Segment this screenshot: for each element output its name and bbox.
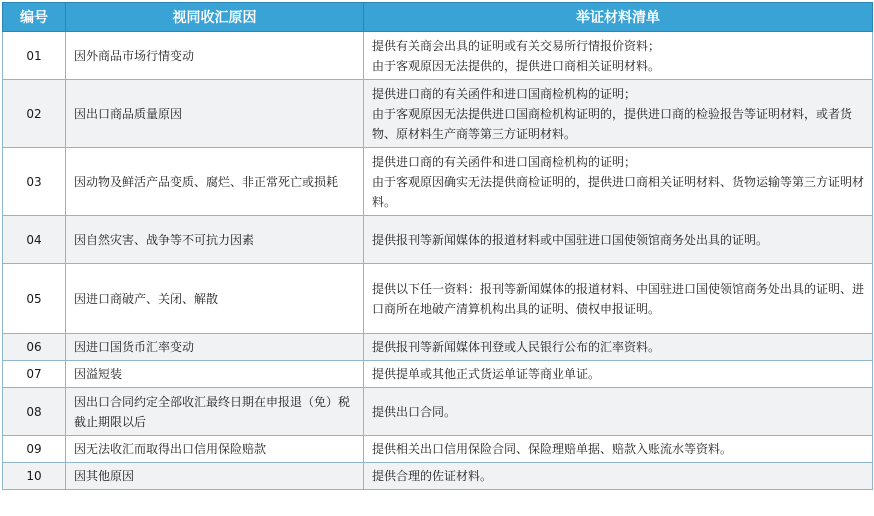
- row-reason: 因外商品市场行情变动: [66, 32, 364, 80]
- material-line: 提供以下任一资料：报刊等新闻媒体的报道材料、中国驻进口国使领馆商务处出具的证明、进口商所在地破产清算机构出具的证明、债权申报证明。: [372, 281, 865, 316]
- table-row: [3, 216, 873, 264]
- table-row: [3, 388, 873, 436]
- row-materials: [364, 436, 873, 463]
- table-row: [3, 463, 873, 490]
- material-line: 由于客观原因无法提供进口国商检机构证明的，提供进口商的检验报告等证明材料，或者货物、原材料生产商等第三方证明材料。: [372, 106, 853, 141]
- header-materials: 举证材料清单: [364, 3, 873, 32]
- row-reason: 因动物及鲜活产品变质、腐烂、非正常死亡或损耗: [66, 148, 364, 216]
- table-row: [3, 264, 873, 334]
- material-line: 提供出口合同。: [372, 404, 457, 419]
- header-number: 编号: [3, 3, 66, 32]
- table-row: [3, 148, 873, 216]
- row-number: 10: [3, 463, 66, 490]
- row-reason: 因进口商破产、关闭、解散: [66, 264, 364, 334]
- material-line: 由于客观原因确实无法提供商检证明的，提供进口商相关证明材料、货物运输等第三方证明材料。: [372, 174, 865, 209]
- row-number: 09: [3, 436, 66, 463]
- row-materials: [364, 32, 873, 80]
- table-row: [3, 334, 873, 361]
- table-row: [3, 436, 873, 463]
- row-materials: [364, 264, 873, 334]
- material-line: 提供进口商的有关函件和进口国商检机构的证明；: [372, 154, 637, 169]
- row-reason: 因出口商品质量原因: [66, 80, 364, 148]
- material-line: 提供相关出口信用保险合同、保险理赔单据、赔款入账流水等资料。: [372, 442, 733, 456]
- row-reason: 因出口合同约定全部收汇最终日期在申报退（免）税截止期限以后: [66, 388, 364, 436]
- evidence-table: [2, 2, 873, 490]
- row-reason: 因其他原因: [66, 463, 364, 490]
- row-reason: 因溢短装: [66, 361, 364, 388]
- row-number: 05: [3, 264, 66, 334]
- row-number: 02: [3, 80, 66, 148]
- table-header-row: [3, 3, 873, 32]
- table-row: [3, 80, 873, 148]
- row-materials: [364, 463, 873, 490]
- header-reason: 视同收汇原因: [66, 3, 364, 32]
- material-line: 提供报刊等新闻媒体刊登或人民银行公布的汇率资料。: [372, 340, 661, 354]
- row-materials: [364, 80, 873, 148]
- row-reason: 因进口国货币汇率变动: [66, 334, 364, 361]
- material-line: 由于客观原因无法提供的，提供进口商相关证明材料。: [372, 58, 661, 73]
- material-line: 提供合理的佐证材料。: [372, 469, 493, 483]
- row-materials: [364, 361, 873, 388]
- row-reason: 因自然灾害、战争等不可抗力因素: [66, 216, 364, 264]
- row-number: 01: [3, 32, 66, 80]
- row-reason: 因无法收汇而取得出口信用保险赔款: [66, 436, 364, 463]
- row-materials: [364, 334, 873, 361]
- row-materials: [364, 216, 873, 264]
- row-number: 04: [3, 216, 66, 264]
- row-materials: [364, 148, 873, 216]
- material-line: 提供进口商的有关函件和进口国商检机构的证明；: [372, 86, 637, 101]
- table-row: [3, 361, 873, 388]
- row-number: 07: [3, 361, 66, 388]
- row-materials: [364, 388, 873, 436]
- material-line: 提供提单或其他正式货运单证等商业单证。: [372, 367, 601, 381]
- table-row: [3, 32, 873, 80]
- material-line: 提供有关商会出具的证明或有关交易所行情报价资料；: [372, 38, 661, 53]
- row-number: 08: [3, 388, 66, 436]
- row-number: 06: [3, 334, 66, 361]
- row-number: 03: [3, 148, 66, 216]
- material-line: 提供报刊等新闻媒体的报道材料或中国驻进口国使领馆商务处出具的证明。: [372, 232, 769, 247]
